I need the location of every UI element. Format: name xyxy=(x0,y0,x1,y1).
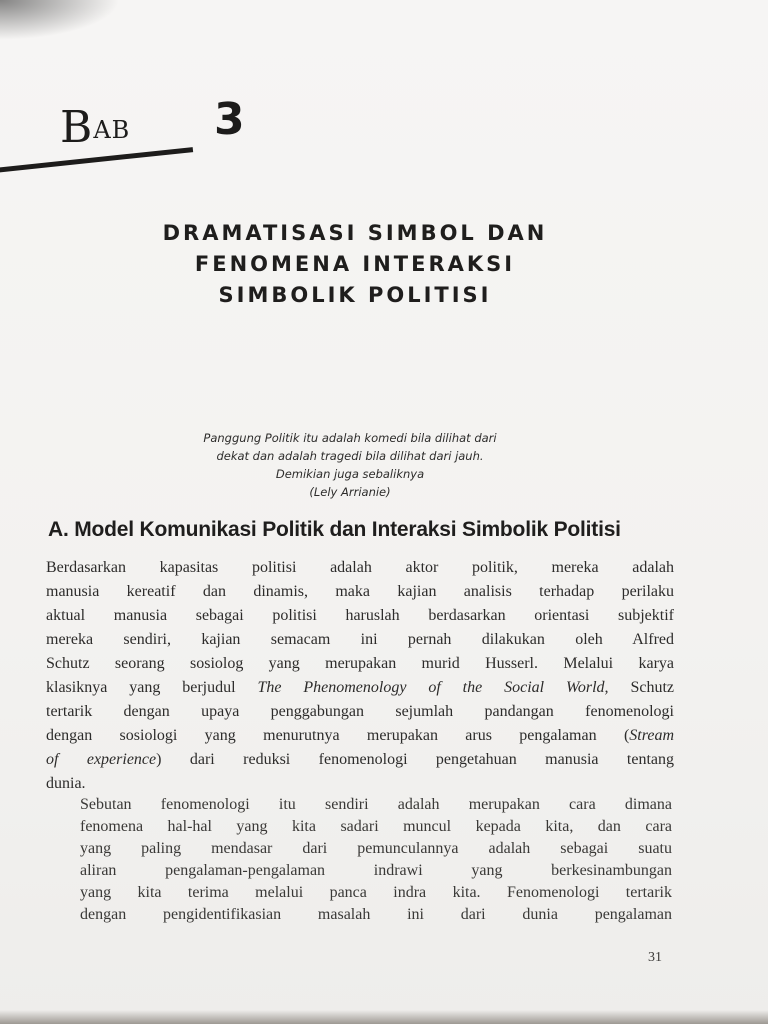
paragraph-line: aktual manusia sebagai politisi haruslah berdasarkan orientasi subjektif xyxy=(46,607,674,624)
term-italic: of experience xyxy=(46,751,157,768)
paragraph-line: manusia kereatif dan dinamis, maka kajian analisis terhadap perilaku xyxy=(46,583,674,600)
paragraph-line: tertarik dengan upaya penggabungan sejumlah pandangan fenomenologi xyxy=(46,703,674,720)
body-paragraph-1 xyxy=(46,556,674,796)
chapter-heading xyxy=(0,88,300,198)
paragraph-line: mereka sendiri, kajian semacam ini pernah dilakukan oleh Alfred xyxy=(46,631,674,648)
paragraph-line: Schutz seorang sosiolog yang merupakan murid Husserl. Melalui karya xyxy=(46,655,674,672)
chapter-title-line: FENOMENA INTERAKSI xyxy=(194,252,516,276)
chapter-title xyxy=(130,218,580,311)
epigraph-line: Panggung Politik itu adalah komedi bila dilihat dari xyxy=(203,431,497,445)
chapter-word-rest: AB xyxy=(93,116,131,144)
paragraph-line: dunia. xyxy=(46,775,86,792)
text-run: Schutz xyxy=(608,679,675,696)
page-number: 31 xyxy=(648,950,662,965)
chapter-word xyxy=(60,102,130,153)
text-run: ) dari reduksi fenomenologi pengetahuan manusia tentang xyxy=(156,751,675,768)
epigraph-line: Demikian juga sebaliknya xyxy=(275,467,425,481)
epigraph xyxy=(160,429,540,501)
page-bottom-shadow xyxy=(0,1010,768,1024)
epigraph-attribution: (Lely Arrianie) xyxy=(309,485,391,499)
paragraph-line xyxy=(46,748,674,772)
chapter-word-initial: B xyxy=(60,102,94,153)
paragraph-line: fenomena hal-hal yang kita sadari muncul kepada kita, dan cara xyxy=(80,818,672,835)
paragraph-line: Berdasarkan kapasitas politisi adalah aktor politik, mereka adalah xyxy=(46,559,674,576)
term-italic: Stream xyxy=(629,727,674,744)
page-corner-shadow xyxy=(0,0,120,40)
paragraph-line: yang kita terima melalui panca indra kita. Fenomenologi tertarik xyxy=(80,884,672,901)
epigraph-line: dekat dan adalah tragedi bila dilihat dari jauh. xyxy=(216,449,484,463)
chapter-number: 3 xyxy=(214,94,245,145)
paragraph-line: yang paling mendasar dari pemunculannya adalah sebagai suatu xyxy=(80,840,672,857)
paragraph-line: aliran pengalaman-pengalaman indrawi yang berkesinambungan xyxy=(80,862,672,879)
chapter-title-line: SIMBOLIK POLITISI xyxy=(218,283,492,307)
paragraph-line xyxy=(46,724,674,748)
paragraph-line: Sebutan fenomenologi itu sendiri adalah merupakan cara dimana xyxy=(80,796,672,813)
section-heading: A. Model Komunikasi Politik dan Interaksi Simbolik Politisi xyxy=(48,518,621,541)
text-run: klasiknya yang berjudul xyxy=(46,679,258,696)
paragraph-line: dengan pengidentifikasian masalah ini dari dunia pengalaman xyxy=(80,906,672,923)
paragraph-line xyxy=(46,676,674,700)
book-title-italic: The Phenomenology of the Social World, xyxy=(257,679,609,696)
text-run: dengan sosiologi yang menurutnya merupakan arus pengalaman ( xyxy=(46,727,630,744)
chapter-title-line: DRAMATISASI SIMBOL DAN xyxy=(162,221,548,245)
body-paragraph-2 xyxy=(80,794,672,926)
